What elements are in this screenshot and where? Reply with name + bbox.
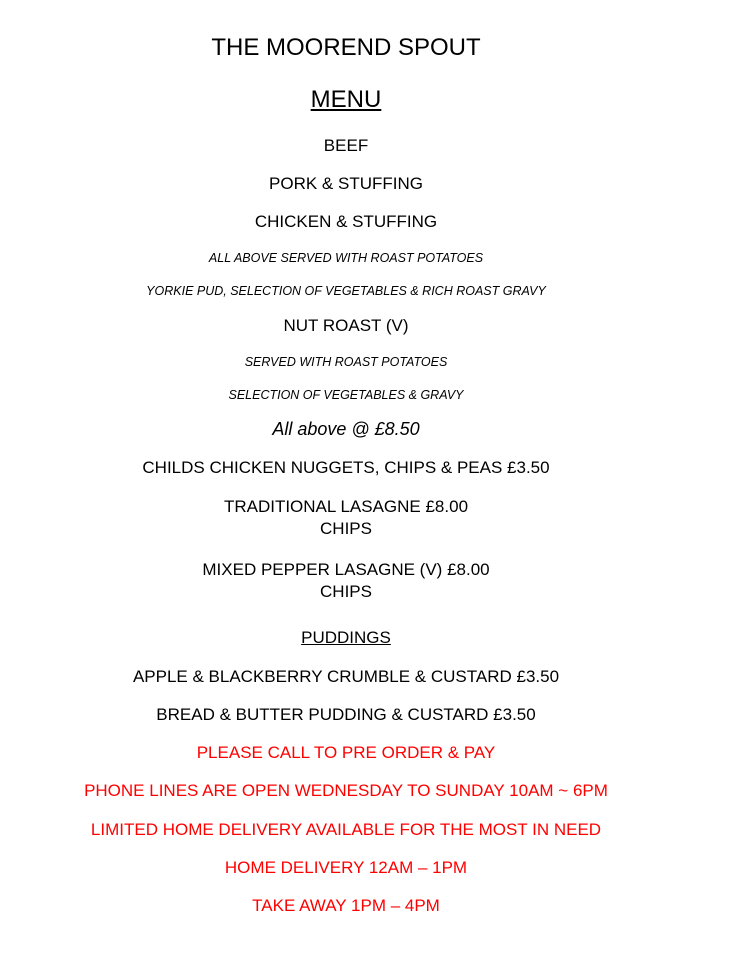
pudding-bread-butter: BREAD & BUTTER PUDDING & CUSTARD £3.50	[156, 705, 536, 724]
menu-item-lasagne: TRADITIONAL LASAGNE £8.00	[223, 497, 469, 516]
nut-roast-note-1: SERVED WITH ROAST POTATOES	[244, 355, 448, 369]
menu-heading: MENU	[310, 86, 382, 113]
nut-roast-note-2: SELECTION OF VEGETABLES & GRAVY	[228, 388, 464, 402]
menu-item-pepper-lasagne: MIXED PEPPER LASAGNE (V) £8.00	[202, 560, 490, 579]
roast-note-1: ALL ABOVE SERVED WITH ROAST POTATOES	[208, 251, 484, 265]
menu-item-chicken: CHICKEN & STUFFING	[254, 212, 438, 231]
roast-note-2: YORKIE PUD, SELECTION OF VEGETABLES & RICH ROAST GRAVY	[146, 284, 546, 298]
menu-item-pork: PORK & STUFFING	[269, 174, 423, 193]
restaurant-title: THE MOOREND SPOUT	[211, 34, 481, 61]
menu-item-beef: BEEF	[323, 136, 369, 155]
roast-price: All above @ £8.50	[272, 419, 420, 439]
notice-pre-order: PLEASE CALL TO PRE ORDER & PAY	[196, 743, 496, 762]
lasagne-side: CHIPS	[320, 519, 372, 538]
menu-item-nut-roast: NUT ROAST (V)	[283, 316, 409, 335]
menu-item-childs-nuggets: CHILDS CHICKEN NUGGETS, CHIPS & PEAS £3.50	[142, 458, 550, 477]
pepper-lasagne-side: CHIPS	[320, 582, 372, 601]
pudding-crumble: APPLE & BLACKBERRY CRUMBLE & CUSTARD £3.50	[132, 667, 560, 686]
notice-take-away: TAKE AWAY 1PM – 4PM	[252, 896, 440, 915]
notice-phone-lines: PHONE LINES ARE OPEN WEDNESDAY TO SUNDAY 10AM ~ 6PM	[84, 781, 608, 800]
notice-delivery-times: HOME DELIVERY 12AM – 1PM	[224, 858, 468, 877]
notice-limited-delivery: LIMITED HOME DELIVERY AVAILABLE FOR THE MOST IN NEED	[90, 820, 602, 839]
puddings-heading: PUDDINGS	[301, 628, 391, 647]
